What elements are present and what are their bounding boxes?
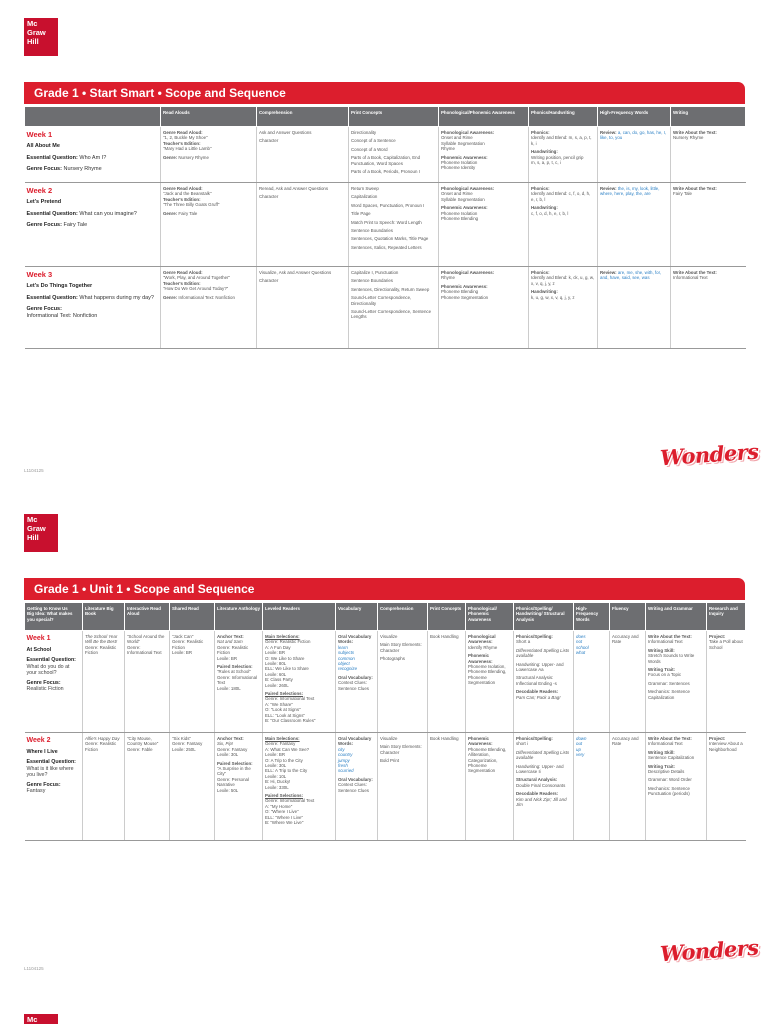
skill: Reread, Ask and Answer Questions (259, 186, 329, 191)
label: Phonemic Awareness: (441, 205, 488, 211)
title: "School Around the World" (127, 634, 165, 645)
label: Genre Read Aloud: (163, 130, 203, 135)
lexile: Lexile: 60L (265, 671, 287, 677)
skill: Identify and Blend: k, ck, u, g, w, x, v, q, j, y, z (531, 275, 594, 286)
project: Take a Poll about School (709, 639, 743, 650)
skill: Bold Print (380, 758, 400, 764)
skill: Short a (516, 639, 531, 645)
header-cell: Leveled Readers (263, 603, 336, 631)
title: The School Year Will Be the Best! (85, 634, 118, 645)
lexile: Lexile: BR (217, 655, 238, 661)
skill: Syllable Segmentation (441, 140, 485, 146)
vocab-word: recognize (338, 666, 358, 672)
concept: Title Page (351, 211, 371, 217)
title: "Jack Can" (172, 634, 194, 639)
skill: Stretch Sounds to Write Words (648, 653, 695, 664)
label: Phonemic Awareness: (468, 653, 493, 664)
label: Genre: (163, 294, 178, 300)
leveled-title: O: A Trip to the City (265, 757, 303, 763)
genre-focus: Informational Text: Nonfiction (26, 312, 98, 319)
lexile: Lexile: 330L (265, 784, 289, 790)
hfw-list: the, is, my, look, little, where, here, play, the, are (600, 186, 660, 197)
label: Review: (600, 270, 617, 275)
leveled-title: B: Hi, Ducky! (265, 779, 291, 785)
theme: All About Me (26, 143, 60, 149)
label: Genre Read Aloud: (163, 186, 203, 191)
header-cell: Phonics/Spelling/ Handwriting/ Structural Analysis (514, 603, 574, 631)
header-cell: Print Concepts (428, 603, 466, 631)
theme: Let's Pretend (26, 199, 62, 205)
footer-code: L1104125 (24, 966, 44, 971)
concept: Return Sweep (351, 186, 379, 191)
vocab-word: scurried (338, 768, 354, 774)
label: Decodable Readers: (516, 791, 559, 797)
hfw-word: not (576, 639, 583, 645)
label: Project: (709, 634, 726, 639)
mcgraw-hill-logo: Mc (24, 1014, 58, 1024)
label: Paired Selection: (217, 664, 253, 670)
skill: Informational Text (648, 639, 683, 645)
essential-question: What do you do at your school? (26, 663, 70, 676)
skill: Grammar: Sentences (648, 680, 690, 686)
week-label: Week 2 (26, 737, 51, 744)
leveled-title: B: Class Party (265, 677, 293, 683)
label: Phonemic Awareness: (441, 283, 488, 289)
label: Phonemic Awareness: (468, 736, 493, 747)
skill: Structural Analysis: Inflectional Ending -s (516, 675, 557, 686)
label: Handwriting: (531, 205, 558, 211)
concept: Word Spaces, Punctuation, Pronoun I (351, 202, 425, 208)
skill: Onset and Rime (441, 191, 473, 197)
concept: Directionality (351, 130, 377, 135)
vocab-word: country (338, 752, 353, 758)
page-title: Grade 1 • Start Smart • Scope and Sequence (24, 82, 745, 104)
eq-label: Essential Question: (26, 154, 78, 161)
label: Phonics: (531, 186, 550, 191)
leveled-title: B: "Our Classroom Rules" (265, 718, 316, 724)
title: "Rules at School" (217, 669, 251, 675)
gf-label: Genre Focus: (26, 680, 61, 687)
label: Genre Read Aloud: (163, 270, 203, 275)
label: Handwriting: (531, 149, 558, 155)
hfw-word: does (576, 634, 586, 639)
theme: Let's Do Things Together (26, 283, 93, 289)
label: Writing Trait: (648, 763, 675, 769)
genre-focus: Realistic Fiction (26, 686, 64, 693)
concept: Sentence Boundaries (351, 278, 393, 284)
title: "The Three Billy Goats Gruff" (163, 202, 220, 208)
concept: Parts of a Book, Capitalization, End Punctuation, Word Spaces (351, 155, 421, 166)
lexile: Lexile: 30L (217, 752, 239, 758)
skill: Phoneme Blending, Alliteration, Categorization, Phoneme Segmentation (468, 746, 507, 774)
header-cell: Fluency (610, 603, 646, 631)
label: Phonics/Spelling: (516, 736, 553, 741)
lexile: Lexile: 80L (265, 661, 287, 667)
mcgraw-hill-logo: Mc Graw Hill (24, 514, 58, 552)
leveled-title: A: "My Home" (265, 803, 293, 809)
page-title: Grade 1 • Unit 1 • Scope and Sequence (24, 578, 745, 600)
skill: Phoneme Blending (441, 216, 479, 222)
title: "City Mouse, Country Mouse" (127, 736, 159, 747)
leveled-title: ELL: "Where I Live" (265, 814, 304, 820)
skill: Phoneme Isolation, Phoneme Blending, Phoneme Segmentation (468, 664, 507, 686)
hfw-word: very (576, 752, 585, 758)
label: Decodable Readers: (516, 689, 559, 695)
skill: Identify Rhyme (468, 644, 498, 650)
header-cell: Phonics/Handwriting (529, 107, 598, 127)
lexile: Lexile: 180L (217, 685, 241, 691)
label: Write About the Text: (673, 186, 717, 191)
label: Paired Selections: (265, 691, 304, 697)
skill: Phoneme Isolation (441, 210, 478, 216)
title: "A Surprise in the City" (217, 766, 251, 777)
label: Write About the Text: (673, 270, 717, 275)
skill: Informational Text (648, 741, 683, 747)
lexile: Lexile: BR (265, 752, 286, 758)
skill: Rhyme (441, 275, 455, 281)
genre: Informational Text: Nonfiction (178, 294, 235, 300)
genre: Genre: Realistic Fiction (217, 644, 249, 656)
label: Structural Analysis: (516, 777, 558, 783)
table-row (25, 733, 746, 841)
skill: Descriptive Details (648, 769, 685, 775)
concept: Sound-Letter Correspondence, Sentence Lengths (351, 309, 432, 320)
header-cell: Phonological/Phonemic Awareness (439, 107, 529, 127)
skill: Photographs (380, 656, 405, 662)
title: "Mary Had a Little Lamb" (163, 146, 212, 152)
skill: Phoneme Segmentation (441, 294, 489, 300)
skill: Identify and Blend: m, s, a, p, t, k, i (531, 135, 592, 146)
title: Alfie's Happy Day (85, 736, 120, 741)
eq-label: Essential Question: (26, 759, 76, 766)
genre: Genre: Fantasy (217, 746, 248, 752)
vocab-word: common (338, 655, 355, 661)
label: Phonological Awareness: (468, 634, 496, 645)
concept: Sentences, Quotation Marks, Title Page (351, 236, 429, 242)
header-cell: Phonological/ Phonemic Awareness (466, 603, 514, 631)
eq-label: Essential Question: (26, 657, 76, 664)
vocab-word: city (338, 746, 345, 752)
lexile: Lexile: 260L (265, 682, 289, 688)
wonders-logo: Wonders (659, 438, 760, 471)
project: Interview About a Neighborhood (709, 741, 743, 752)
hfw-word: school (576, 644, 589, 650)
skill: Double Final Consonants (516, 782, 566, 788)
concept: Concept of a Word (351, 146, 388, 152)
mcgraw-hill-logo: Mc Graw Hill (24, 18, 58, 56)
label: Write About the Text: (673, 130, 717, 135)
label: Phonics: (531, 130, 550, 135)
skill: Character (259, 194, 279, 200)
genre: Fairy Tale (178, 210, 198, 216)
theme: At School (26, 647, 52, 653)
label: Teacher's Edition: (163, 280, 201, 286)
skill: Character (259, 138, 279, 144)
label: Paired Selections: (265, 793, 304, 799)
genre: Genre: Realistic Fiction (172, 639, 204, 650)
genre: Genre: Informational Text (265, 798, 315, 804)
vocab-word: object (338, 661, 350, 667)
skill: Character (259, 278, 279, 284)
header-cell: Comprehension (257, 107, 349, 127)
concept: Capitalization (351, 194, 378, 200)
title: "Work, Play, and Around Together" (163, 275, 231, 281)
label: Main Selections: (265, 634, 300, 639)
skill: c, f, o, d, h, e, r, b, l (531, 210, 569, 216)
header-cell: Vocabulary (336, 603, 378, 631)
header-cell: Writing (671, 107, 746, 127)
label: Project: (709, 736, 726, 741)
title: Nat and Sam (217, 639, 243, 645)
week-label: Week 3 (26, 270, 53, 279)
lexile: Lexile: 250L (172, 746, 196, 752)
genre: Genre: Fantasy (172, 741, 203, 747)
wonders-logo: Wonders (659, 934, 760, 967)
skill: Sentence Capitalization (648, 755, 695, 761)
skill: Phoneme Blending (441, 289, 479, 295)
leveled-title: B: "Where We Live" (265, 820, 304, 826)
note: Differentiated Spelling Lists available (516, 749, 570, 761)
gf-label: Genre Focus: (26, 222, 62, 228)
genre: Genre: Informational Text (127, 644, 162, 656)
concept: Sentences, Directionality, Return Sweep (351, 286, 430, 292)
leveled-title: O: "Where I Live" (265, 809, 299, 815)
table-row (25, 631, 746, 733)
leveled-title: O: We Like to Share (265, 655, 305, 661)
header-cell: Literature Big Book (83, 603, 125, 631)
leveled-title: A: "We Share" (265, 701, 293, 707)
hfw-list: are, me, she, with, for, and, have, said, see, was (600, 270, 662, 281)
skill: Mechanics: Sentence Punctuation (periods) (648, 785, 690, 797)
skill: Phoneme Isolation (441, 160, 478, 166)
footer-code: L1104125 (24, 468, 44, 473)
label: Phonemic Awareness: (441, 154, 488, 160)
header-cell: Read Alouds (161, 107, 257, 127)
title: "Jack and the Beanstalk" (163, 191, 212, 197)
label: Phonics: (531, 270, 550, 275)
hfw-word: what (576, 650, 586, 656)
header-cell (25, 107, 161, 127)
vocab-word: fresh (338, 763, 348, 769)
hfw-word: down (576, 736, 587, 741)
skill: Context Clues: Sentence Clues (338, 680, 369, 691)
label: Oral Vocabulary: (338, 776, 373, 782)
skill: Writing position, pencil grip (531, 154, 584, 160)
concept: Capitalize I, Punctuation (351, 270, 399, 275)
skill: Syllable Segmentation (441, 196, 485, 202)
concept: Match Print to Speech: Word Length (351, 219, 422, 225)
concept: Sound-Letter Correspondence, Directionality (351, 295, 412, 306)
lexile: Lexile: 30L (265, 763, 287, 769)
leveled-title: A: What Can We See? (265, 746, 310, 752)
skill: Handwriting: Upper- and Lowercase Aa (516, 661, 564, 673)
label: Review: (600, 186, 617, 191)
label: Oral Vocabulary Words: (338, 736, 372, 747)
table-row (25, 127, 746, 183)
label: Teacher's Edition: (163, 196, 201, 202)
leveled-title: ELL: We Like to Share (265, 666, 309, 672)
genre: Fairy Tale (673, 191, 692, 197)
genre-focus: Fantasy (26, 788, 46, 795)
concept: Book Handling (430, 634, 459, 639)
label: Anchor Text: (217, 634, 244, 639)
header-cell: Comprehension (378, 603, 428, 631)
skill: Identify and Blend: c, f, o, d, h, e, r, b, l (531, 191, 591, 202)
vocab-word: subjects (338, 650, 355, 656)
eq-label: Essential Question: (26, 294, 78, 301)
table-row (25, 267, 746, 349)
header-cell: Shared Read (170, 603, 215, 631)
leveled-title: A: A Fun Day (265, 644, 291, 650)
hfw-list: a, can, do, go, has, he, I, like, to, you (600, 130, 667, 141)
genre: Genre: Fantasy (265, 741, 296, 747)
genre-focus: Fairy Tale (63, 222, 88, 228)
vocab-word: learn (338, 644, 348, 650)
skill: Accuracy and Rate (612, 634, 639, 645)
genre: Genre: Realistic Fiction (265, 639, 311, 645)
header-cell: Print Concepts (349, 107, 439, 127)
label: Writing Skill: (648, 647, 675, 653)
skill: Ask and Answer Questions (259, 130, 312, 135)
hfw-word: up (576, 746, 581, 752)
label: Write About the Text: (648, 634, 692, 639)
concept: Parts of a Book, Periods, Pronoun I (351, 169, 420, 175)
essential-question: Who Am I? (79, 154, 107, 161)
label: Writing Skill: (648, 749, 675, 755)
header-cell: Literature Anthology (215, 603, 263, 631)
decodable-titles: Kim and Nick Zip!; Jill and Jim (516, 796, 567, 808)
leveled-title: ELL: "Look at Signs" (265, 712, 305, 718)
lexile: Lexile: 50L (217, 787, 239, 793)
label: Phonics/Spelling: (516, 634, 553, 639)
genre: Genre: Realistic Fiction (85, 741, 117, 752)
vocab-word: jumpy (338, 757, 350, 763)
label: Write About the Text: (648, 736, 692, 741)
header-cell: Writing and Grammar (646, 603, 707, 631)
genre: Genre: Informational Text (265, 696, 315, 702)
skill: Handwriting: Upper- and Lowercase Ii (516, 763, 564, 775)
week-label: Week 2 (26, 186, 53, 195)
label: Review: (600, 130, 617, 135)
gf-label: Genre Focus: (26, 782, 61, 789)
skill: Phoneme Identity (441, 165, 476, 171)
genre: Genre: Personal Narrative (217, 776, 249, 788)
concept: Concept of a Sentence (351, 138, 396, 144)
genre: Nursery Rhyme (178, 154, 209, 160)
skill: Grammar: Word Order (648, 777, 692, 783)
label: Genre: (163, 154, 178, 160)
leveled-title: ELL: A Trip to the City (265, 768, 308, 774)
label: Teacher's Edition: (163, 140, 201, 146)
skill: Accuracy and Rate (612, 736, 639, 747)
gf-label: Genre Focus: (26, 166, 62, 172)
label: Phonological Awareness: (441, 130, 495, 135)
concept: Book Handling (430, 736, 459, 741)
genre: Genre: Realistic Fiction (85, 644, 117, 656)
skill: Rhyme (441, 146, 455, 152)
skill: Visualize (380, 736, 398, 741)
essential-question: What can you imagine? (79, 210, 137, 217)
label: Phonological Awareness: (441, 270, 495, 275)
label: Paired Selection: (217, 760, 253, 766)
label: Anchor Text: (217, 736, 244, 741)
skill: Context Clues: Sentence Clues (338, 782, 369, 793)
genre: Nursery Rhyme (673, 135, 704, 141)
title: "1, 2, Buckle My Shoe" (163, 135, 208, 141)
header-cell: Getting to Know Us Big Idea: What makes you special? (25, 603, 83, 631)
header-cell: High-Frequency Words (574, 603, 610, 631)
eq-label: Essential Question: (26, 210, 78, 217)
skill: Visualize, Ask and Answer Questions (259, 270, 332, 275)
label: Handwriting: (531, 289, 558, 295)
genre: Informational Text (673, 275, 708, 281)
table-row (25, 183, 746, 267)
note: Differentiated Spelling Lists available (516, 647, 570, 659)
skill: Focus on a Topic (648, 672, 682, 678)
skill: Onset and Rime (441, 135, 473, 141)
title: Six, Pip! (217, 741, 234, 747)
scope-sequence-table (24, 106, 746, 349)
essential-question: What is it like where you live? (26, 765, 74, 778)
scope-sequence-table (24, 602, 746, 841)
skill: Main Story Elements: Character (380, 744, 422, 755)
skill: Visualize (380, 634, 398, 639)
lexile: Lexile: 10L (265, 773, 287, 779)
header-cell: Research and Inquiry (707, 603, 746, 631)
header-cell: Interactive Read Aloud (125, 603, 170, 631)
label: Main Selections: (265, 736, 300, 741)
skill: Main Story Elements: Character (380, 642, 422, 653)
genre-focus: Nursery Rhyme (63, 166, 102, 172)
skill: m, s, a, p, t, c, i (531, 160, 561, 166)
skill: Mechanics: Sentence Capitalization (648, 689, 690, 700)
lexile: Lexile: BR (265, 650, 286, 656)
hfw-word: out (576, 741, 583, 747)
skill: k, u, g, w, x, v, q, j, y, z (531, 294, 575, 300)
label: Phonological Awareness: (441, 186, 495, 191)
genre: Genre: Fable (127, 746, 153, 752)
title: "How Do We Get Around Today?" (163, 286, 229, 292)
lexile: Lexile: BR (172, 650, 193, 656)
header-cell: High-Frequency Words (598, 107, 671, 127)
skill: short i (516, 741, 528, 747)
concept: Sentences, Italics, Repeated Letters (351, 244, 422, 250)
genre: Genre: Informational Text (217, 674, 258, 686)
title: "Six Kids" (172, 736, 191, 741)
gf-label: Genre Focus: (26, 306, 62, 312)
decodable-titles: Pam Can; Pack a Bag! (516, 694, 561, 700)
theme: Where I Live (26, 749, 58, 755)
week-label: Week 1 (26, 130, 53, 139)
label: Writing Trait: (648, 667, 675, 673)
concept: Sentence Boundaries (351, 228, 393, 234)
label: Genre: (163, 210, 178, 216)
label: Oral Vocabulary: (338, 674, 373, 680)
leveled-title: O: "Look at Signs" (265, 707, 301, 713)
label: Oral Vocabulary Words: (338, 634, 372, 645)
essential-question: What happens during my day? (79, 294, 154, 301)
week-label: Week 1 (26, 635, 51, 642)
